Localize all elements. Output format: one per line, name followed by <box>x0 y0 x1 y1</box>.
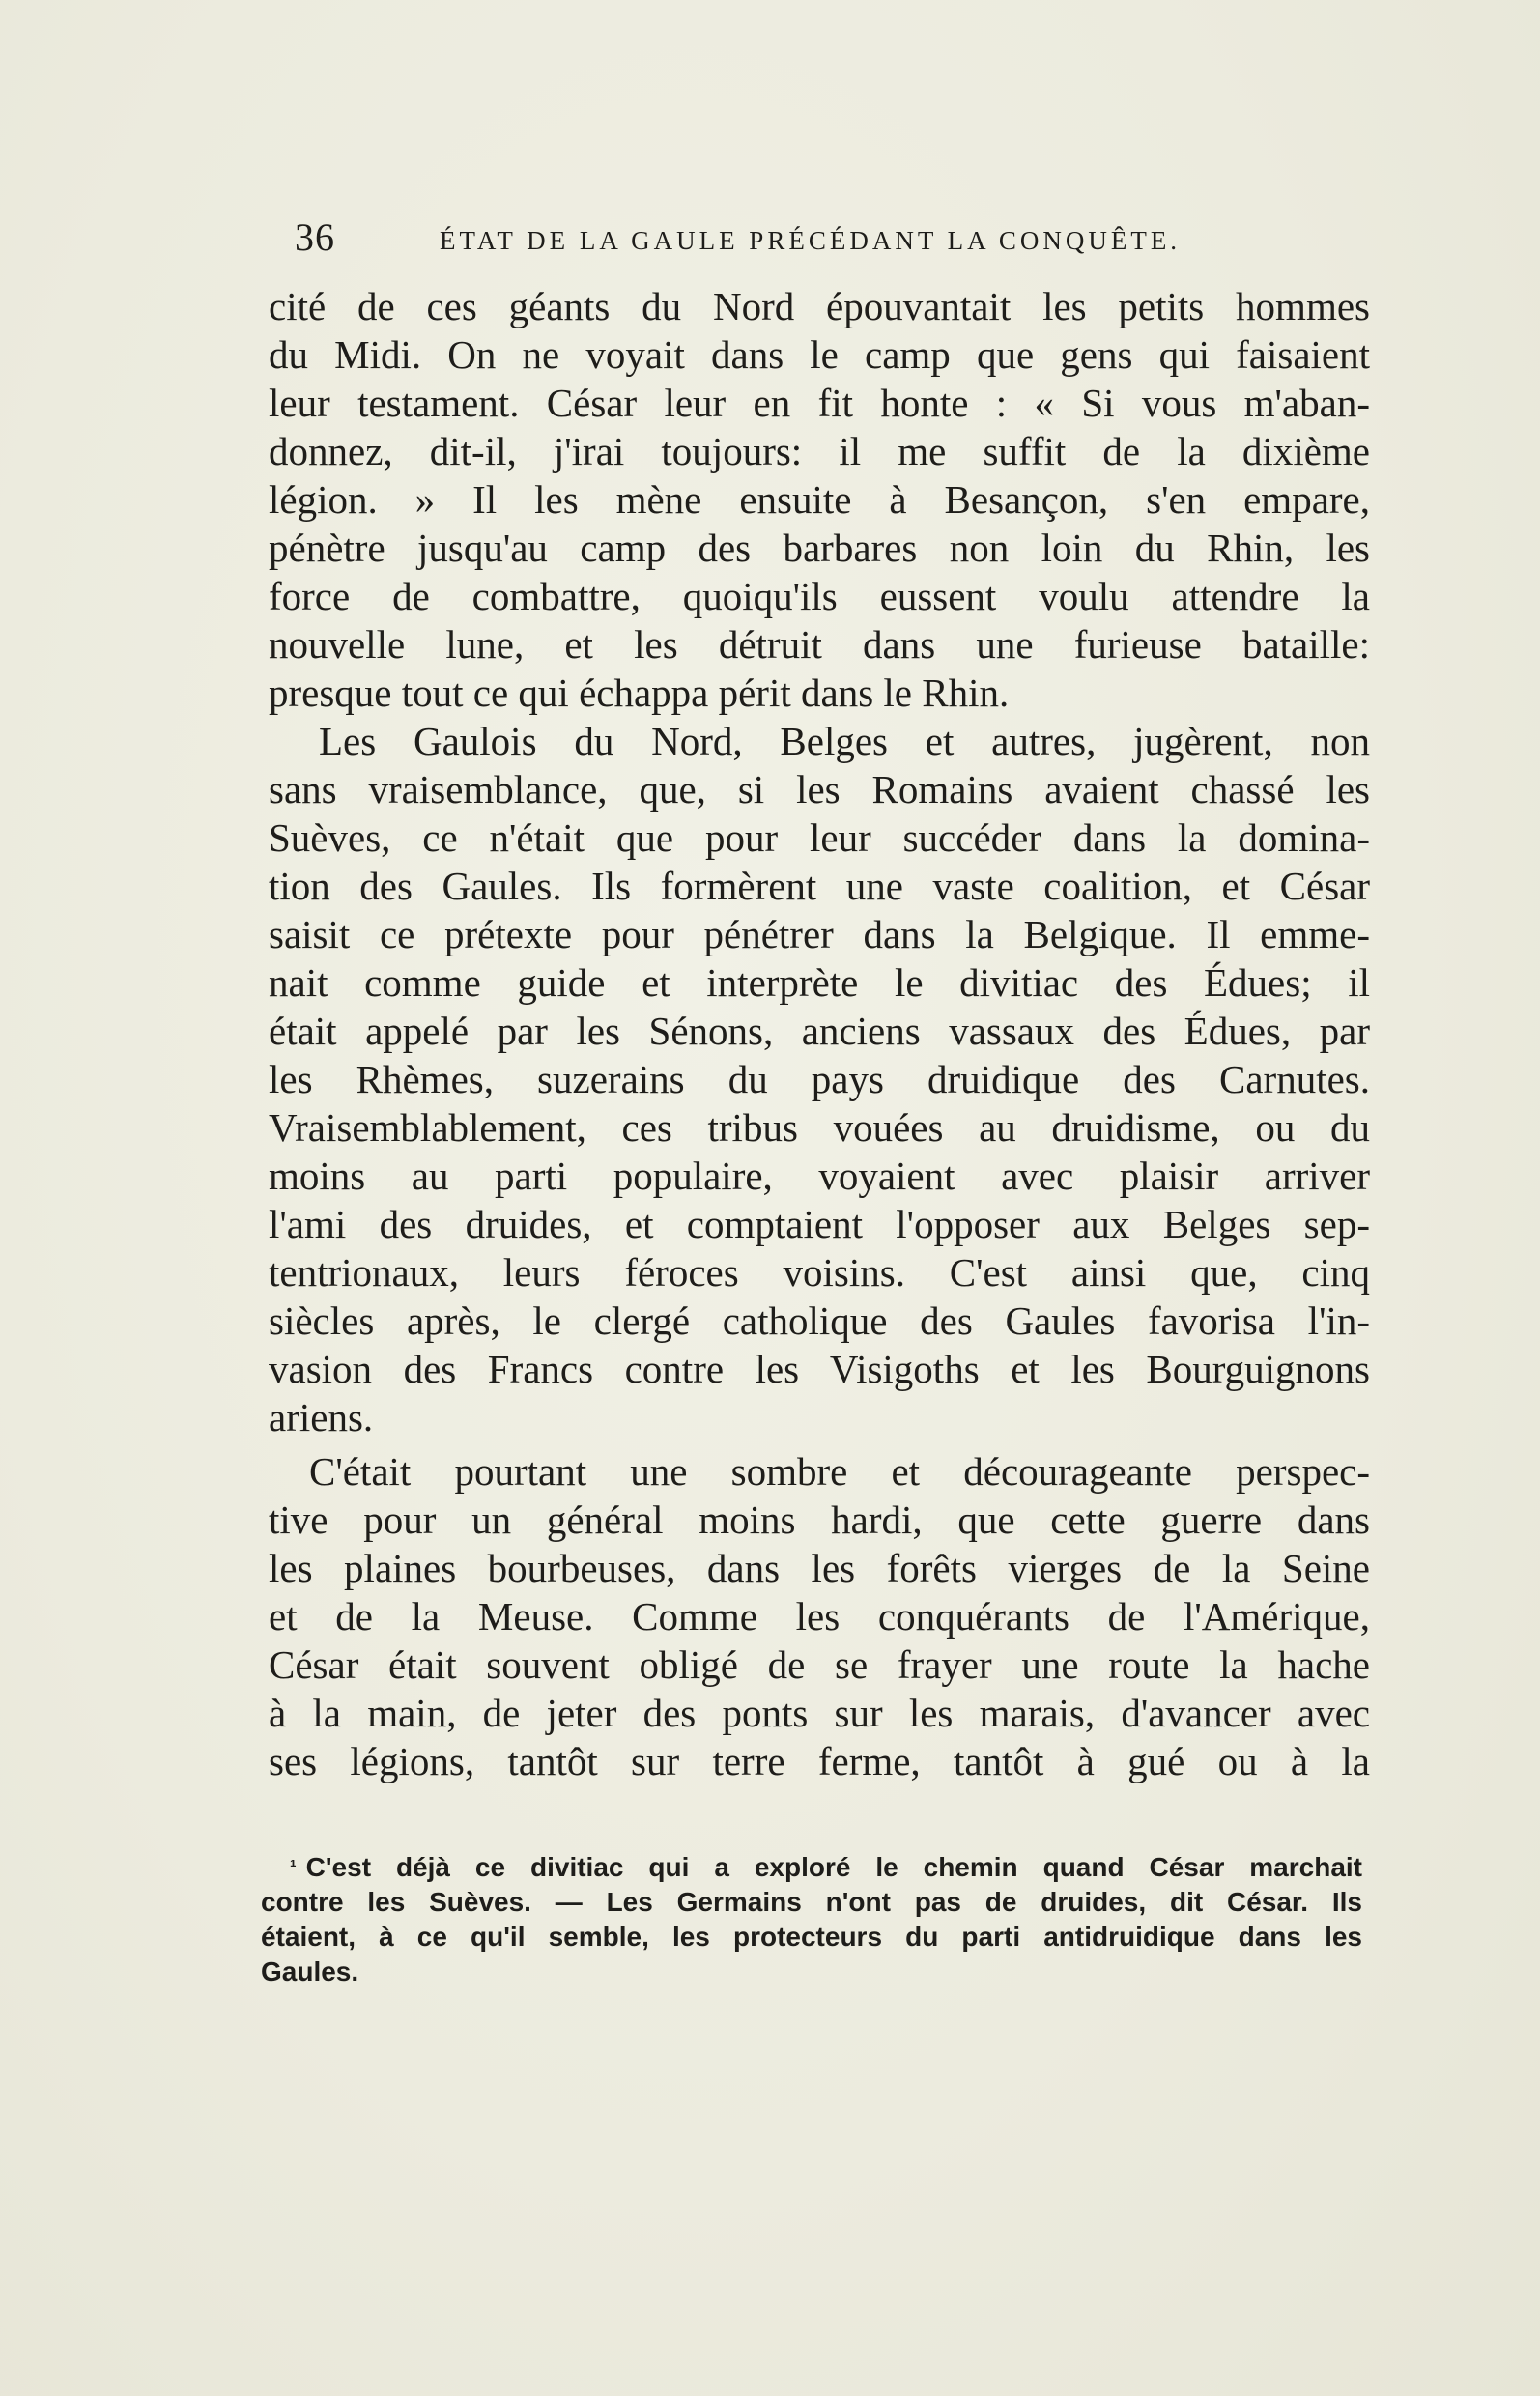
footnote-line: étaient, à ce qu'il semble, les protecteurs du parti antidruidique dans les <box>261 1922 1362 1952</box>
text-line: nouvelle lune, et les détruit dans une furieuse bataille: <box>269 622 1370 667</box>
paragraph-3 <box>269 1447 1370 1785</box>
text-line: C'était pourtant une sombre et décourageante perspec- <box>309 1449 1370 1494</box>
text-line: leur testament. César leur en fit honte : « Si vous m'aban- <box>269 381 1370 425</box>
footnote-text: C'est déjà ce divitiac qui a exploré le chemin quand César marchait <box>305 1852 1362 1882</box>
footnote-marker: ¹ <box>290 1857 297 1878</box>
body-text <box>269 282 1370 1785</box>
text-line: tentrionaux, leurs féroces voisins. C'est ainsi que, cinq <box>269 1250 1370 1295</box>
text-line: du Midi. On ne voyait dans le camp que gens qui faisaient <box>269 332 1370 377</box>
text-line: les plaines bourbeuses, dans les forêts vierges de la Seine <box>269 1546 1370 1590</box>
text-line: Vraisemblablement, ces tribus vouées au druidisme, ou du <box>269 1105 1370 1150</box>
footnote-line: contre les Suèves. — Les Germains n'ont pas de druides, dit César. Ils <box>261 1887 1362 1917</box>
text-line: ses légions, tantôt sur terre ferme, tantôt à gué ou à la <box>269 1739 1370 1783</box>
paragraph-1 <box>269 282 1370 717</box>
footnote-line: Gaules. <box>261 1956 359 1986</box>
text-line: siècles après, le clergé catholique des Gaules favorisa l'in- <box>269 1298 1370 1343</box>
text-line: nait comme guide et interprète le divitiac des Édues; il <box>269 960 1370 1005</box>
text-line: Suèves, ce n'était que pour leur succéder dans la domina- <box>269 815 1370 860</box>
text-line: légion. » Il les mène ensuite à Besançon, s'en empare, <box>269 477 1370 522</box>
text-line: presque tout ce qui échappa périt dans le Rhin. <box>269 670 1010 715</box>
text-line: était appelé par les Sénons, anciens vassaux des Édues, par <box>269 1009 1370 1053</box>
running-title: ÉTAT DE LA GAULE PRÉCÉDANT LA CONQUÊTE. <box>440 226 1182 255</box>
text-line: l'ami des druides, et comptaient l'opposer aux Belges sep- <box>269 1202 1370 1246</box>
footnote-line <box>261 1850 1362 1885</box>
text-line: tion des Gaules. Ils formèrent une vaste coalition, et César <box>269 864 1370 908</box>
text-line: à la main, de jeter des ponts sur les marais, d'avancer avec <box>269 1691 1370 1735</box>
text-line: saisit ce prétexte pour pénétrer dans la Belgique. Il emme- <box>269 912 1370 956</box>
text-line: pénètre jusqu'au camp des barbares non loin du Rhin, les <box>269 526 1370 570</box>
text-line: Les Gaulois du Nord, Belges et autres, jugèrent, non <box>319 719 1370 763</box>
text-line: sans vraisemblance, que, si les Romains avaient chassé les <box>269 767 1370 812</box>
paragraph-2 <box>269 717 1370 1441</box>
text-line: tive pour un général moins hardi, que cette guerre dans <box>269 1498 1370 1542</box>
text-line: les Rhèmes, suzerains du pays druidique des Carnutes. <box>269 1057 1370 1101</box>
footnote <box>261 1850 1362 1989</box>
text-line: et de la Meuse. Comme les conquérants de l'Amérique, <box>269 1594 1370 1639</box>
text-line: César était souvent obligé de se frayer une route la hache <box>269 1642 1370 1687</box>
text-line: donnez, dit-il, j'irai toujours: il me suffit de la dixième <box>269 429 1370 473</box>
page-number: 36 <box>295 215 335 259</box>
text-line: ariens. <box>269 1395 374 1440</box>
text-line: force de combattre, quoiqu'ils eussent voulu attendre la <box>269 574 1370 618</box>
page-header <box>295 214 1222 272</box>
text-line: vasion des Francs contre les Visigoths et les Bourguignons <box>269 1347 1370 1391</box>
text-line: moins au parti populaire, voyaient avec plaisir arriver <box>269 1154 1370 1198</box>
text-line: cité de ces géants du Nord épouvantait les petits hommes <box>269 284 1370 328</box>
